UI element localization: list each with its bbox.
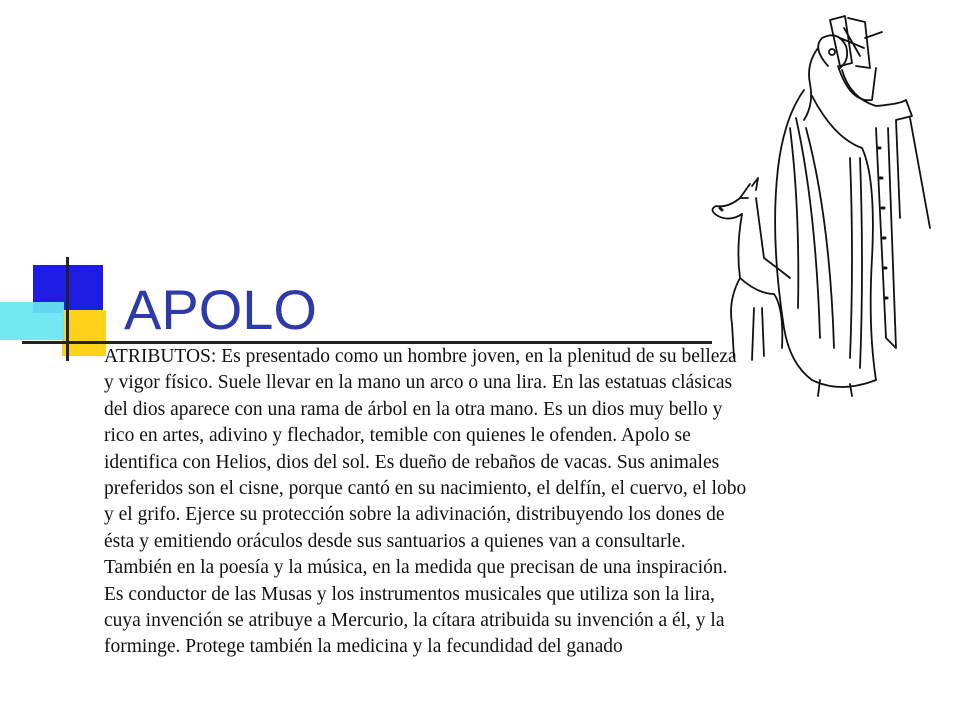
body-line: preferidos son el cisne, porque cantó en su nacimiento, el delfín, el cuervo, el lobo xyxy=(104,478,747,500)
decor-vertical-line xyxy=(66,257,69,361)
slide-title: APOLO xyxy=(124,278,317,341)
apollo-deer-illustration xyxy=(700,8,950,398)
body-line: identifica con Helios, dios del sol. Es dueño de rebaños de vacas. Sus animales xyxy=(104,451,720,473)
body-text xyxy=(104,344,904,661)
body-line: del dios aparece con una rama de árbol en la otra mano. Es un dios muy bello y xyxy=(104,398,723,420)
body-line: forminge. Protege también la medicina y la fecundidad del ganado xyxy=(104,636,623,658)
body-line: ésta y emitiendo oráculos desde sus santuarios a quienes van a consultarle. xyxy=(104,530,686,552)
decor-cyan-square xyxy=(0,302,64,340)
body-line: cuya invención se atribuye a Mercurio, la cítara atribuida su invención a él, y la xyxy=(104,610,725,632)
body-line: Es conductor de las Musas y los instrumentos musicales que utiliza son la lira, xyxy=(104,583,715,605)
body-line: También en la poesía y la música, en la medida que precisan de una inspiración. xyxy=(104,557,728,579)
body-line: ATRIBUTOS: Es presentado como un hombre joven, en la plenitud de su belleza xyxy=(104,346,737,367)
body-line: y vigor físico. Suele llevar en la mano un arco o una lira. En las estatuas clásicas xyxy=(104,372,733,394)
body-line: y el grifo. Ejerce su protección sobre la adivinación, distribuyendo los dones de xyxy=(104,504,725,526)
body-line: rico en artes, adivino y flechador, temible con quienes le ofenden. Apolo se xyxy=(104,425,691,447)
